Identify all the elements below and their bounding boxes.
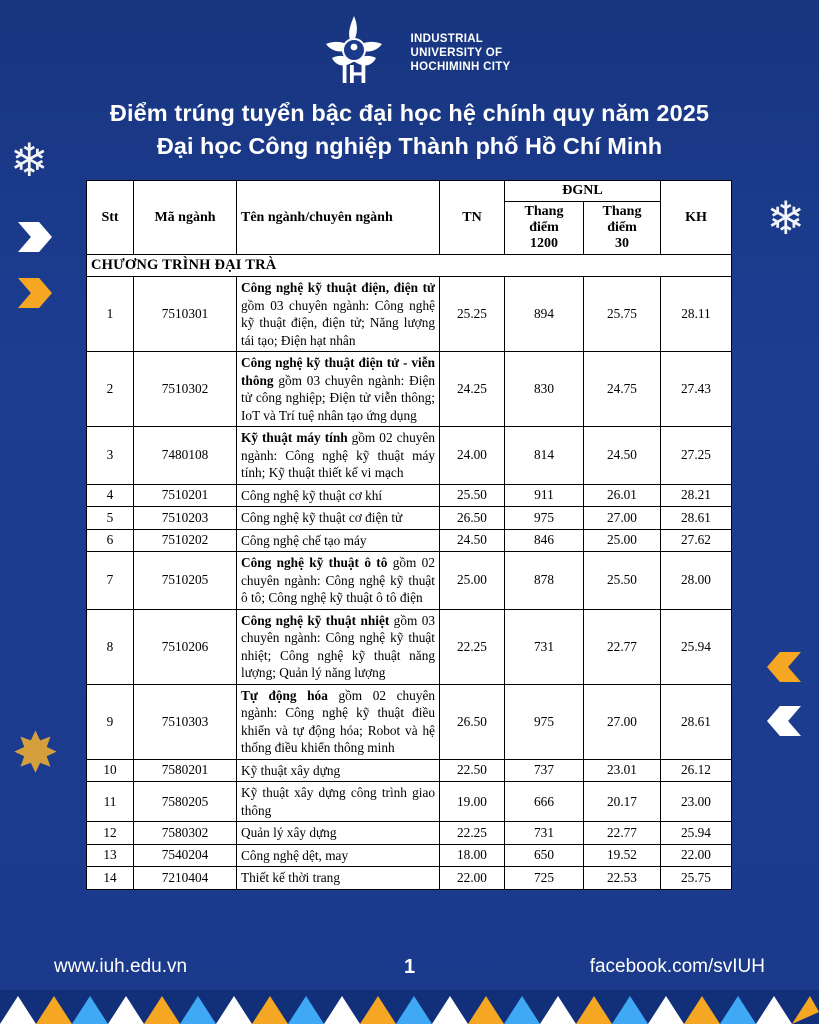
cell-kh: 28.00 [661, 552, 732, 610]
title-line-1: Điểm trúng tuyển bậc đại học hệ chính quy năm 2025 [109, 100, 710, 126]
header-thang-diem-1200-l2: điểm [529, 220, 559, 235]
cell-ten-nganh: Công nghệ kỹ thuật ô tô gồm 02 chuyên ngành: Công nghệ kỹ thuật ô tô; Công nghệ kỹ thuật ô tô điện [237, 552, 440, 610]
cell-thang-diem-1200: 725 [505, 867, 584, 890]
cell-ten-nganh: Kỹ thuật máy tính gồm 02 chuyên ngành: Công nghệ kỹ thuật máy tính; Kỹ thuật thiết kế vi mạch [237, 427, 440, 485]
cell-thang-diem-1200: 814 [505, 427, 584, 485]
cell-tn: 25.00 [440, 552, 505, 610]
cell-kh: 27.43 [661, 352, 732, 427]
header-kh: KH [661, 181, 732, 255]
page-title [0, 100, 819, 160]
header-ma-nganh: Mã ngành [134, 181, 237, 255]
table-row [87, 552, 732, 610]
cell-kh: 25.94 [661, 609, 732, 684]
cell-kh: 22.00 [661, 844, 732, 867]
cell-thang-diem-30: 22.77 [584, 822, 661, 845]
cell-tn: 25.25 [440, 277, 505, 352]
cell-stt: 8 [87, 609, 134, 684]
header-thang-diem-30-l2: điểm [607, 220, 637, 235]
cell-ma-nganh: 7510301 [134, 277, 237, 352]
table-row [87, 427, 732, 485]
footer [0, 956, 819, 978]
cell-thang-diem-30: 22.53 [584, 867, 661, 890]
section-heading-label: CHƯƠNG TRÌNH ĐẠI TRÀ [87, 255, 732, 277]
cell-ten-nganh: Công nghệ kỹ thuật cơ khí [237, 484, 440, 507]
cell-ma-nganh: 7510303 [134, 684, 237, 759]
cell-tn: 22.00 [440, 867, 505, 890]
chevron-white-right-1 [767, 706, 801, 736]
table-row [87, 867, 732, 890]
website-link[interactable]: www.iuh.edu.vn [54, 956, 188, 977]
cell-ten-nganh: Công nghệ kỹ thuật điện tử - viễn thông gồm 03 chuyên ngành: Điện tử công nghiệp; Điện tử viễn thông; IoT và Trí tuệ nhân tạo ứng dụng [237, 352, 440, 427]
table-row [87, 507, 732, 530]
cell-kh: 25.94 [661, 822, 732, 845]
cell-thang-diem-30: 27.00 [584, 507, 661, 530]
cell-ten-nganh: Tự động hóa gồm 02 chuyên ngành: Công nghệ kỹ thuật điều khiển và tự động hóa; Robot và hệ thống điều khiển thông minh [237, 684, 440, 759]
cell-stt: 11 [87, 782, 134, 822]
university-logo [0, 14, 819, 88]
cell-thang-diem-1200: 650 [505, 844, 584, 867]
cell-stt: 2 [87, 352, 134, 427]
table-row [87, 277, 732, 352]
cell-thang-diem-30: 25.50 [584, 552, 661, 610]
header-thang-diem-1200-l1: Thang [524, 204, 564, 219]
cell-kh: 26.12 [661, 759, 732, 782]
table-row [87, 529, 732, 552]
header-thang-diem-30-l3: 30 [615, 236, 629, 251]
cell-ma-nganh: 7580201 [134, 759, 237, 782]
cell-thang-diem-1200: 830 [505, 352, 584, 427]
cell-thang-diem-30: 19.52 [584, 844, 661, 867]
cell-stt: 14 [87, 867, 134, 890]
cell-stt: 5 [87, 507, 134, 530]
cell-tn: 24.25 [440, 352, 505, 427]
cell-stt: 12 [87, 822, 134, 845]
chevron-yellow-left-1 [18, 278, 52, 308]
cell-stt: 4 [87, 484, 134, 507]
cell-kh: 25.75 [661, 867, 732, 890]
cell-ten-nganh: Thiết kế thời trang [237, 867, 440, 890]
cell-ma-nganh: 7510202 [134, 529, 237, 552]
cell-thang-diem-1200: 731 [505, 822, 584, 845]
cell-thang-diem-30: 23.01 [584, 759, 661, 782]
cell-kh: 28.11 [661, 277, 732, 352]
svg-text:IH: IH [341, 59, 368, 88]
title-line-2: Đại học Công nghiệp Thành phố Hồ Chí Minh [156, 133, 663, 159]
header-thang-diem-30-l1: Thang [602, 204, 642, 219]
cell-stt: 7 [87, 552, 134, 610]
cell-thang-diem-1200: 975 [505, 507, 584, 530]
cell-thang-diem-30: 25.00 [584, 529, 661, 552]
header-thang-diem-1200 [505, 202, 584, 255]
header-thang-diem-30 [584, 202, 661, 255]
cell-ma-nganh: 7480108 [134, 427, 237, 485]
cell-ma-nganh: 7510201 [134, 484, 237, 507]
cell-kh: 27.25 [661, 427, 732, 485]
cell-thang-diem-1200: 737 [505, 759, 584, 782]
cell-tn: 26.50 [440, 684, 505, 759]
cell-stt: 6 [87, 529, 134, 552]
table-row [87, 782, 732, 822]
zigzag-footer-decoration [0, 990, 819, 1024]
cell-kh: 27.62 [661, 529, 732, 552]
logo-mark-icon [308, 14, 400, 88]
cell-ten-nganh: Công nghệ kỹ thuật nhiệt gồm 03 chuyên ngành: Công nghệ kỹ thuật nhiệt; Công nghệ kỹ thuật năng lượng; Quản lý năng lượng [237, 609, 440, 684]
cell-thang-diem-1200: 894 [505, 277, 584, 352]
cell-tn: 22.50 [440, 759, 505, 782]
cell-thang-diem-30: 24.75 [584, 352, 661, 427]
table-row [87, 822, 732, 845]
cell-stt: 10 [87, 759, 134, 782]
cell-ten-nganh: Kỹ thuật xây dựng công trình giao thông [237, 782, 440, 822]
cell-ma-nganh: 7510302 [134, 352, 237, 427]
cell-kh: 23.00 [661, 782, 732, 822]
star-ornament-left: ✸ [12, 723, 59, 785]
cell-thang-diem-30: 25.75 [584, 277, 661, 352]
cell-thang-diem-30: 26.01 [584, 484, 661, 507]
cell-tn: 18.00 [440, 844, 505, 867]
logo-text [410, 28, 510, 74]
logo-line-1: INDUSTRIAL [410, 33, 484, 45]
page-number: 1 [403, 955, 416, 978]
table-row [87, 609, 732, 684]
cell-thang-diem-1200: 666 [505, 782, 584, 822]
header-thang-diem-1200-l3: 1200 [530, 236, 558, 251]
chevron-white-left-1 [18, 222, 52, 252]
cell-ma-nganh: 7510203 [134, 507, 237, 530]
header-tn: TN [440, 181, 505, 255]
chevron-yellow-right-1 [767, 652, 801, 682]
logo-line-3: HOCHIMINH CITY [410, 61, 511, 73]
cell-thang-diem-1200: 975 [505, 684, 584, 759]
cell-tn: 22.25 [440, 822, 505, 845]
section-heading-row [87, 255, 732, 277]
header-dgnl: ĐGNL [505, 181, 661, 202]
cell-thang-diem-1200: 731 [505, 609, 584, 684]
table-row [87, 844, 732, 867]
cell-thang-diem-1200: 911 [505, 484, 584, 507]
table-row [87, 352, 732, 427]
cell-kh: 28.61 [661, 507, 732, 530]
cell-ma-nganh: 7580302 [134, 822, 237, 845]
header-stt: Stt [87, 181, 134, 255]
cell-thang-diem-30: 27.00 [584, 684, 661, 759]
cell-tn: 19.00 [440, 782, 505, 822]
cell-ten-nganh: Kỹ thuật xây dựng [237, 759, 440, 782]
snowflake-ornament-right: ❄ [766, 193, 805, 244]
cell-tn: 26.50 [440, 507, 505, 530]
cell-tn: 22.25 [440, 609, 505, 684]
cell-stt: 13 [87, 844, 134, 867]
cell-stt: 9 [87, 684, 134, 759]
table-row [87, 684, 732, 759]
cell-tn: 25.50 [440, 484, 505, 507]
cell-ten-nganh: Công nghệ kỹ thuật cơ điện tử [237, 507, 440, 530]
cell-thang-diem-1200: 846 [505, 529, 584, 552]
cell-ma-nganh: 7580205 [134, 782, 237, 822]
facebook-link[interactable]: facebook.com/svIUH [589, 956, 765, 977]
cell-ma-nganh: 7540204 [134, 844, 237, 867]
cell-ten-nganh: Công nghệ dệt, may [237, 844, 440, 867]
cell-kh: 28.61 [661, 684, 732, 759]
cell-ten-nganh: Quản lý xây dựng [237, 822, 440, 845]
cell-ma-nganh: 7510206 [134, 609, 237, 684]
cell-stt: 3 [87, 427, 134, 485]
cell-tn: 24.00 [440, 427, 505, 485]
cell-kh: 28.21 [661, 484, 732, 507]
cell-stt: 1 [87, 277, 134, 352]
cell-thang-diem-1200: 878 [505, 552, 584, 610]
table-head [87, 181, 732, 255]
table-header-row-1 [87, 181, 732, 202]
cell-thang-diem-30: 20.17 [584, 782, 661, 822]
logo-line-2: UNIVERSITY OF [410, 47, 503, 59]
cell-ten-nganh: Công nghệ kỹ thuật điện, điện tử gồm 03 chuyên ngành: Công nghệ kỹ thuật điện, điện tử; Năng lượng tái tạo; Điện hạt nhân [237, 277, 440, 352]
cell-tn: 24.50 [440, 529, 505, 552]
header-ten-nganh: Tên ngành/chuyên ngành [237, 181, 440, 255]
cell-ten-nganh: Công nghệ chế tạo máy [237, 529, 440, 552]
table-row [87, 759, 732, 782]
scores-table-container [86, 180, 732, 890]
cell-ma-nganh: 7510205 [134, 552, 237, 610]
table-row [87, 484, 732, 507]
scores-table [86, 180, 732, 890]
cell-thang-diem-30: 22.77 [584, 609, 661, 684]
cell-thang-diem-30: 24.50 [584, 427, 661, 485]
snowflake-ornament-left: ❄ [10, 135, 49, 186]
cell-ma-nganh: 7210404 [134, 867, 237, 890]
table-body [87, 255, 732, 890]
